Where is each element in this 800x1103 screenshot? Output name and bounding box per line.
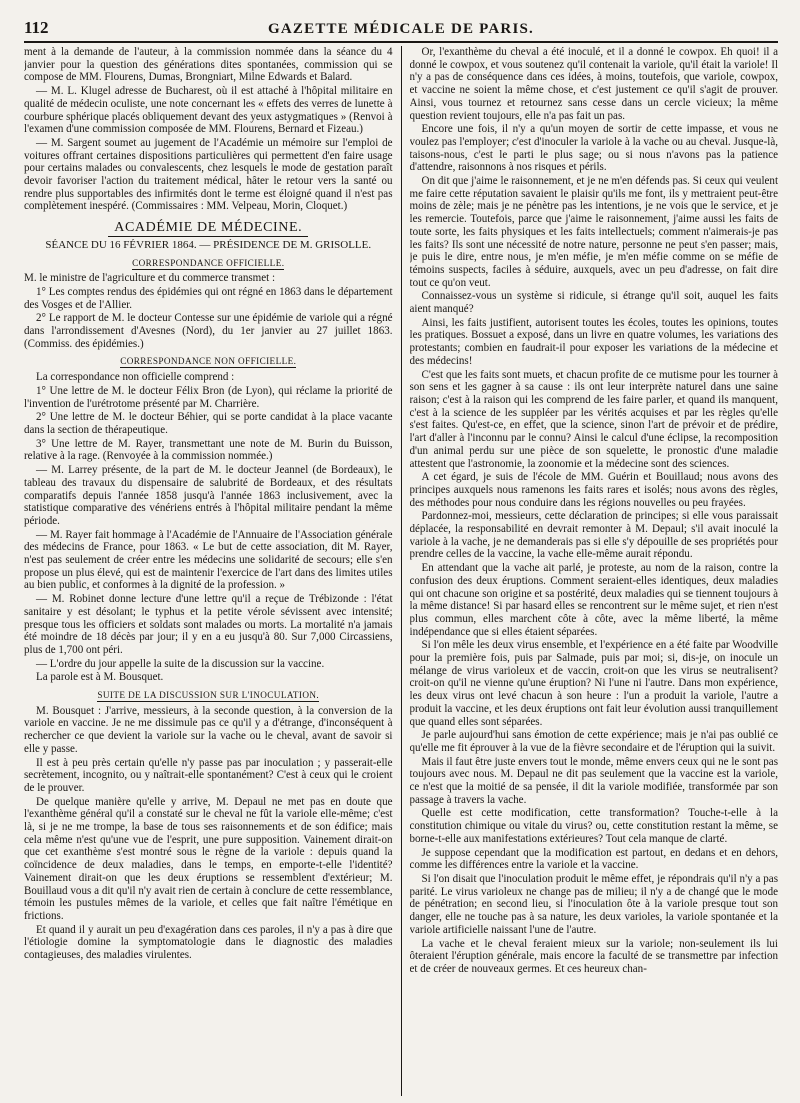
- column-divider: [401, 46, 402, 1096]
- page-number: 112: [24, 18, 49, 37]
- paragraph: Je parle aujourd'hui sans émotion de cette expérience; mais je n'ai pas oublié ce qu'elle me fit éprouver à la vue de la fièvre secondaire et de l'éruption qui la suivit.: [409, 729, 779, 754]
- paragraph: La correspondance non officielle comprend :: [36, 371, 235, 384]
- paragraph: — M. Robinet donne lecture d'une lettre qu'il a reçue de Trébizonde : l'état sanitaire y est désolant; le typhus et la petite vérole sévissent avec intensité; presque tous les officiers et soldats sont malades ou morts. La mortalité n'a jamais été moindre de 18 décès par jour; il y en a eu jusqu'à 80. Sur 7,000 Circassiens, plus de 1,700 ont péri.: [24, 593, 393, 656]
- paragraph: De quelque manière qu'elle y arrive, M. Depaul ne met pas en doute que l'exanthème général qu'il a constaté sur le cheval ne fût la variole elle-même; c'est là, si je ne me trompe, la base de tous ses raisonnements et de son édifice; mais cela même n'est qu'une vue de l'esprit, une pure supposition. Vainement dirait-on que cet exanthème s'est montré sous le règne de la variole : depuis quand la coïncidence de deux maladies, dans le temps, en emporte-t-elle l'identité? Vainement dirait-on que les deux éruptions se ressemblent d'extérieur; M. Bouillaud vous a dit qu'il n'y avait rien de certain à conclure de cette ressemblance, témoin les pustules mêmes de la variole, et celles que fait naître l'émétique en frictions.: [24, 795, 393, 922]
- subheading-text: CORRESPONDANCE OFFICIELLE.: [132, 257, 285, 268]
- paragraph: Quelle est cette modification, cette transformation? Touche-t-elle à la constitution chimique ou vitale du virus? ou, cette constitution restant la même, se borne-t-elle aux manifestations extérieures? Tout cela manque de clarté.: [409, 807, 779, 845]
- paragraph: On dit que j'aime le raisonnement, et je ne m'en défends pas. Si ceux qui veulent me faire cette réputation savaient le plaisir qu'ils me font, ils y mettraient peut-être moins de zèle; mais je ne pénètre pas les intentions, je ne vois que le service, et je les remercie. Toutefois, parce que j'aime le raisonnement, j'aime aussi les faits de toute sorte, les faits physiques et les faits intellectuels; comment n'aimerais-je pas les faits? Ils sont une nécessité de notre nature, personne ne peut s'en passer; mais, je puis le dire, entre nous, je m'en méfie, je m'en méfie comme on se méfie de témoins suspects, faciles à séduire, auxquels, avec un peu d'adresse, on fait dire tout ce qu'on veut.: [409, 175, 779, 289]
- paragraph: M. Bousquet : J'arrive, messieurs, à la seconde question, à la conversion de la variole en vaccine. Je ne me dissimule pas ce qu'il y a d'étrange, d'inconséquent à rechercher ce que devient la variole sur la vache ou le cheval, avant de savoir si elle y passe.: [24, 704, 393, 755]
- paragraph: Or, l'exanthème du cheval a été inoculé, et il a donné le cowpox. Eh quoi! il a donné le cowpox, et vous soutenez qu'il contenait la variole, qu'il était la variole! Il n'y a pas de conséquence dans ces idées, à moins, toutefois, que variole, cowpox, et vaccine ne soient la même chose, et c'est justement ce qu'il s'agit de prouver. Ainsi, vous tournez et retournez sans cesse dans un cercle vicieux; la même question revient toujours, elle n'a pas fait un pas.: [409, 46, 779, 122]
- left-column: [24, 46, 393, 1096]
- header-rule: [24, 41, 778, 43]
- paragraph: — M. Sargent soumet au jugement de l'Académie un mémoire sur l'emploi de voitures offrant certaines dispositions particulières qui permettent d'en faire usage pour certains malades ou convalescents, chez lesquels le mode de gestation paraît devoir favoriser l'action du traitement médical, hâter le retour vers la santé ou rendre plus supportables des infirmités dont le terme est éloigné quand il n'est pas complètement inespéré. (Commissaires : MM. Velpeau, Morin, Cloquet.): [24, 136, 393, 213]
- paragraph: 1° Les comptes rendus des épidémies qui ont régné en 1863 dans le département des Vosges et de l'Allier.: [24, 285, 393, 311]
- paragraph: Il est à peu près certain qu'elle n'y passe pas par inoculation ; y passerait-elle secrètement, incognito, ou y naîtrait-elle spontanément? C'est à ceux qui le croient de le prouver.: [24, 756, 393, 794]
- subheading-text: SUITE DE LA DISCUSSION SUR L'INOCULATION.: [97, 690, 320, 701]
- paragraph: Si l'on disait que l'inoculation produit le même effet, je répondrais qu'il n'y a pas parité. Le virus varioleux ne change pas de milieu; il n'y a de changé que le mode de pénétration; en second lieu, si l'inoculation ôte à la variole presque tout son danger, elle ne touche pas à sa nature, les deux varioles, la variole spontanée et la variole artificielle naissant l'une de l'autre.: [409, 873, 779, 936]
- paragraph: Mais il faut être juste envers tout le monde, même envers ceux qui ne le sont pas toujours avec nous. M. Depaul ne dit pas seulement que la vaccine est la variole, ce n'est que la moitié de sa pensée, il dit la variole modifiée, transformée par son passage à travers la vache.: [409, 755, 779, 806]
- paragraph: Pardonnez-moi, messieurs, cette déclaration de principes; si elle vous paraissait déplacée, la responsabilité en devrait remonter à M. Depaul; s'il avait inoculé la variole à la vache, je ne demanderais pas si elle s'y dépouille de ses propriétés pour prendre celles de la vaccine, la vache elle-même aurait répondu.: [409, 510, 779, 561]
- paragraph: — M. L. Klugel adresse de Bucharest, où il est attaché à l'hôpital militaire en qualité de médecin oculiste, une note concernant les « effets des verres de lunette à courbure sphérique placés obliquement devant des yeux astygmatiques » (Renvoi à l'examen d'une commission composée de MM. Flourens, Bernard et Fizeau.): [24, 85, 393, 136]
- paragraph: Ainsi, les faits justifient, autorisent toutes les écoles, toutes les opinions, toutes les pratiques. Bossuet a exposé, dans un livre en quatre volumes, les variations des protestants; combien en faudrait-il pour exposer les variations de la médecine et des médecins!: [409, 316, 779, 367]
- paragraph: 2° Le rapport de M. le docteur Contesse sur une épidémie de variole qui a régné dans l'arrondissement d'Avesnes (Nord), du 1er janvier au 27 juillet 1863. (Commiss. des épidémies.): [24, 312, 393, 350]
- page-header: [24, 16, 778, 38]
- section-title-text: ACADÉMIE DE MÉDECINE.: [108, 220, 308, 237]
- subheading-nonofficial: [24, 355, 393, 368]
- paragraph: 1° Une lettre de M. le docteur Félix Bron (de Lyon), qui réclame la priorité de l'invention de l'urétrotome présenté par M. Charrière.: [24, 384, 393, 410]
- section-title: [24, 222, 393, 235]
- paragraph: En attendant que la vache ait parlé, je proteste, au nom de la raison, contre la confusion des deux éruptions. Comment seraient-elles identiques, deux maladies qui ont chacune son origine et sa postérité, deux maladies qui se tiennent toujours à la même distance! Si par hasard elles se rencontrent sur le même sujet, et rien n'est plus commun, elles marchent côte à côte, avec la même liberté, la même indépendance que si elles étaient séparées.: [409, 562, 779, 638]
- paragraph: Et quand il y aurait un peu d'exagération dans ces paroles, il n'y a pas à dire que l'étiologie domine la symptomatologie dans le diagnostic des maladies contagieuses, des maladies virulentes.: [24, 923, 393, 962]
- paragraph: C'est que les faits sont muets, et chacun profite de ce mutisme pour les tourner à son sens et les gagner à sa cause : ils ont leur interprète naturel dans une saine raison; c'est à la raison qui les comprend de les faire parler, et quand ils manquent, c'est à la science de les suppléer par les vérités acquises et par les règles qu'elle s'est faites. Qu'est-ce, en effet, que la science, sinon l'art de prévoir et de prédire, l'art d'aller à l'inconnu par le connu? Ainsi le calcul d'une éclipse, la recomposition d'un animal perdu sur une pièce de son squelette, le pronostic d'une maladie attestent que l'astronomie, la zoonomie et la médecine sont des sciences.: [409, 368, 779, 470]
- paragraph: Si l'on mêle les deux virus ensemble, et l'expérience en a été faite par Woodville pour la première fois, puis par Salmade, puis par moi; si, dis-je, on inocule un mélange de virus varioleux et de vaccin, croit-on que les virus se neutralisent? croit-on qu'il ne vienne qu'une éruption? Ni l'une ni l'autre. Dans mon expérience, les deux virus ont levé chacun à son heure : l'un a produit la variole, l'autre a produit la vaccine, et les deux éruptions ont fait leur évolution aussi tranquillement que quand elles sont séparées.: [409, 639, 779, 728]
- paragraph: Connaissez-vous un système si ridicule, si étrange qu'il soit, auquel les faits aient manqué?: [409, 290, 779, 316]
- running-title: GAZETTE MÉDICALE DE PARIS.: [268, 21, 534, 37]
- paragraph: — M. Rayer fait hommage à l'Académie de l'Annuaire de l'Association générale des médecins de France, pour 1863. « Le but de cette association, dit M. Rayer, n'est pas seulement de créer entre les médecins une solidarité de secours; elle s'en propose un plus élevé, qui est de maintenir l'exercice de l'art dans des limites utiles au bien public, et conformes à la dignité de la profession. »: [24, 528, 393, 592]
- seance-line: SÉANCE DU 16 FÉVRIER 1864. — PRÉSIDENCE DE M. GRISOLLE.: [45, 238, 372, 251]
- paragraph: A cet égard, je suis de l'école de MM. Guérin et Bouillaud; nous avons des principes auxquels nous ramenons les faits rares et isolés; nous avons des règles, des méthodes pour nous conduire dans les régions nouvelles ou peu frayées.: [409, 471, 779, 509]
- paragraph: M. le ministre de l'agriculture et du commerce transmet :: [24, 272, 276, 285]
- paragraph: — L'ordre du jour appelle la suite de la discussion sur la vaccine.: [36, 657, 325, 670]
- paragraph: Encore une fois, il n'y a qu'un moyen de sortir de cette impasse, et vous ne voulez pas l'employer; c'est d'inoculer la variole à la vache ou au cheval. Jusque-là, taisons-nous, c'est le parti le plus sage; ou si nous n'avons pas la patience d'attendre, raisonnons à nos risques et périls.: [409, 123, 779, 174]
- subheading-official: [24, 257, 393, 270]
- paragraph: Je suppose cependant que la modification est partout, en dedans et en dehors, comme les différences entre la variole et la vaccine.: [409, 846, 779, 872]
- subheading-text: CORRESPONDANCE NON OFFICIELLE.: [120, 356, 297, 367]
- right-column: [410, 46, 779, 1096]
- paragraph: — M. Larrey présente, de la part de M. le docteur Jeannel (de Bordeaux), le tableau des travaux du dispensaire de salubrité de Bordeaux, et des résultats comparatifs depuis l'année 1858 jusqu'à l'année 1863 inclusivement, avec la statistique comparative des vénériens entrés à l'hôpital militaire pendant la même période.: [24, 464, 393, 527]
- paragraph: 3° Une lettre de M. Rayer, transmettant une note de M. Burin du Buisson, relative à la rage. (Renvoyée à la commission nommée.): [24, 437, 393, 463]
- paragraph: ment à la demande de l'auteur, à la commission nommée dans la séance du 4 janvier pour la question des générations dites spontanées, commission qui se compose de MM. Flourens, Dumas, Brongniart, Milne Edwards et Balard.: [24, 46, 393, 84]
- paragraph: 2° Une lettre de M. le docteur Béhier, qui se porte candidat à la place vacante dans la section de thérapeutique.: [24, 411, 393, 436]
- subheading-discussion: [24, 689, 393, 702]
- paragraph: La parole est à M. Bousquet.: [36, 671, 164, 684]
- two-column-body: [24, 46, 778, 1096]
- paragraph: La vache et le cheval feraient mieux sur la variole; non-seulement ils lui ôteraient l'éruption générale, mais encore la faculté de se transmettre par infection et de créer de nouveaux germes. Et ces heureux chan-: [409, 937, 779, 975]
